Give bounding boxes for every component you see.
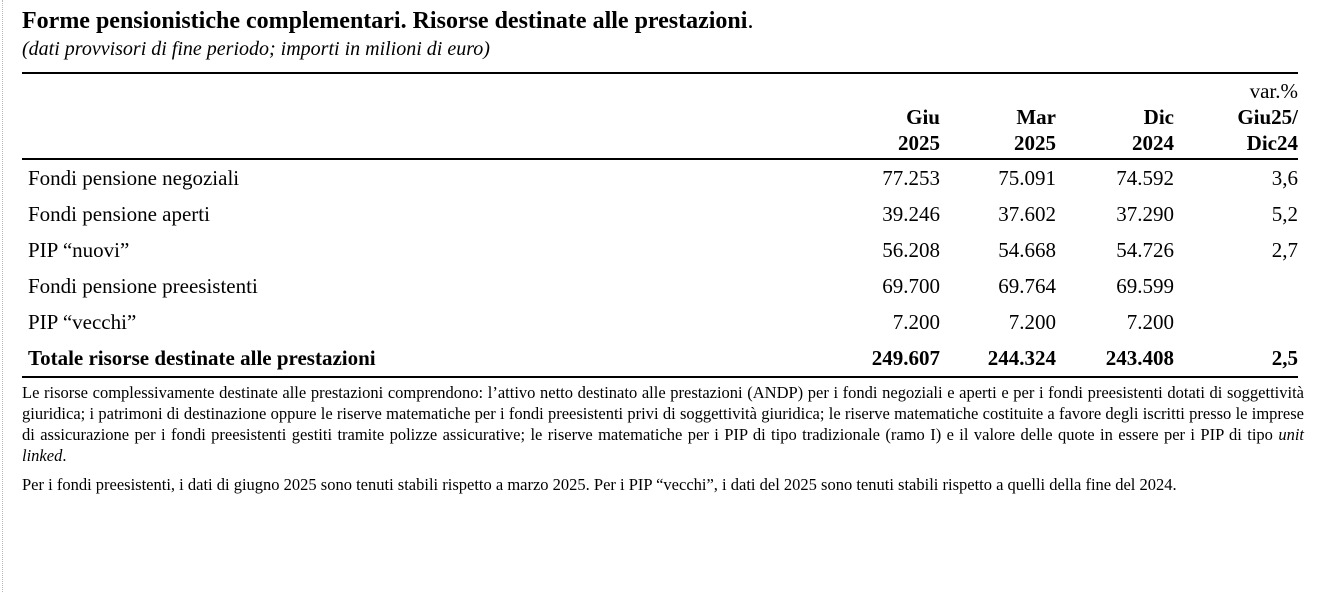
table-row (22, 232, 1298, 268)
value-giu-2025: 77.253 (882, 166, 940, 190)
table-title-period: . (747, 8, 754, 34)
table-title-text: Forme pensionistiche complementari. Risorse destinate alle prestazioni (22, 8, 748, 34)
value-var-percent: 3,6 (1271, 166, 1298, 190)
row-label: PIP “vecchi” (28, 310, 137, 334)
value-giu-2025: 56.208 (882, 238, 940, 262)
value-var-percent (1174, 268, 1298, 304)
table-title (22, 6, 1304, 36)
header-line: 2025 (1014, 131, 1056, 155)
total-label: Totale risorse destinate alle prestazioni (28, 346, 376, 370)
header-mar-2025 (940, 73, 1056, 159)
value-dic-2024: 69.599 (1116, 274, 1174, 298)
row-label: Fondi pensione negoziali (28, 166, 240, 190)
row-label: PIP “nuovi” (28, 238, 130, 262)
value-var-percent: 2,7 (1271, 238, 1298, 262)
note-end: . (62, 446, 67, 465)
value-dic-2024: 37.290 (1116, 202, 1174, 226)
page-border (2, 0, 3, 592)
header-line: var.% (1249, 79, 1298, 103)
total-mar-2025: 244.324 (987, 346, 1056, 370)
total-giu-2025: 249.607 (871, 346, 940, 370)
header-giu-2025 (820, 73, 940, 159)
value-mar-2025: 69.764 (998, 274, 1056, 298)
header-dic-2024 (1056, 73, 1174, 159)
header-line: Giu (906, 105, 940, 129)
header-line: Giu25/ (1237, 105, 1298, 129)
note-resources-definition (22, 382, 1304, 466)
value-mar-2025: 75.091 (998, 166, 1056, 190)
header-line: 2024 (1132, 131, 1174, 155)
table-header-row (22, 73, 1298, 159)
table-notes (22, 382, 1304, 495)
value-var-percent: 5,2 (1271, 202, 1298, 226)
header-line: Dic24 (1246, 131, 1298, 155)
table-row (22, 268, 1298, 304)
header-line: Mar (1016, 105, 1056, 129)
table-row (22, 159, 1298, 196)
row-label: Fondi pensione aperti (28, 202, 210, 226)
table-total-row (22, 340, 1298, 377)
note-italic-term: unit linked (22, 425, 1304, 465)
note-text: Le risorse complessivamente destinate alle prestazioni comprendono: l’attivo netto destinato alle prestazioni (ANDP) per i fondi negoziali e aperti e per i fondi preesistenti dotati di soggettività giuridica; i patrimoni di destinazione oppure le riserve matematiche per i fondi preesistenti privi di soggettività giuridica; le riserve matematiche costituite a favore degli iscritti presso le imprese di assicurazione per i fondi preesistenti gestiti tramite polizze assicurative; le riserve matematiche per i PIP di tipo tradizionale (ramo I) e il valore delle quote in essere per i PIP di tipo (22, 383, 1304, 444)
value-var-percent (1174, 304, 1298, 340)
value-mar-2025: 54.668 (998, 238, 1056, 262)
header-label-cell (22, 73, 820, 159)
value-mar-2025: 37.602 (998, 202, 1056, 226)
total-dic-2024: 243.408 (1105, 346, 1174, 370)
value-giu-2025: 7.200 (892, 310, 940, 334)
table-subtitle: (dati provvisori di fine periodo; importi in milioni di euro) (22, 38, 490, 60)
header-line: 2025 (898, 131, 940, 155)
value-mar-2025: 7.200 (1008, 310, 1056, 334)
note-data-stability: Per i fondi preesistenti, i dati di giugno 2025 sono tenuti stabili rispetto a marzo 2025. Per i PIP “vecchi”, i dati del 2025 sono tenuti stabili rispetto a quelli della fine del 2024. (22, 475, 1177, 494)
total-var-percent: 2,5 (1271, 346, 1298, 370)
value-dic-2024: 7.200 (1126, 310, 1174, 334)
value-dic-2024: 54.726 (1116, 238, 1174, 262)
document (22, 6, 1304, 503)
value-giu-2025: 69.700 (882, 274, 940, 298)
resources-table (22, 72, 1298, 378)
header-var-percent (1174, 73, 1298, 159)
value-dic-2024: 74.592 (1116, 166, 1174, 190)
header-line: Dic (1143, 105, 1174, 129)
table-row (22, 304, 1298, 340)
row-label: Fondi pensione preesistenti (28, 274, 258, 298)
value-giu-2025: 39.246 (882, 202, 940, 226)
table-row (22, 196, 1298, 232)
